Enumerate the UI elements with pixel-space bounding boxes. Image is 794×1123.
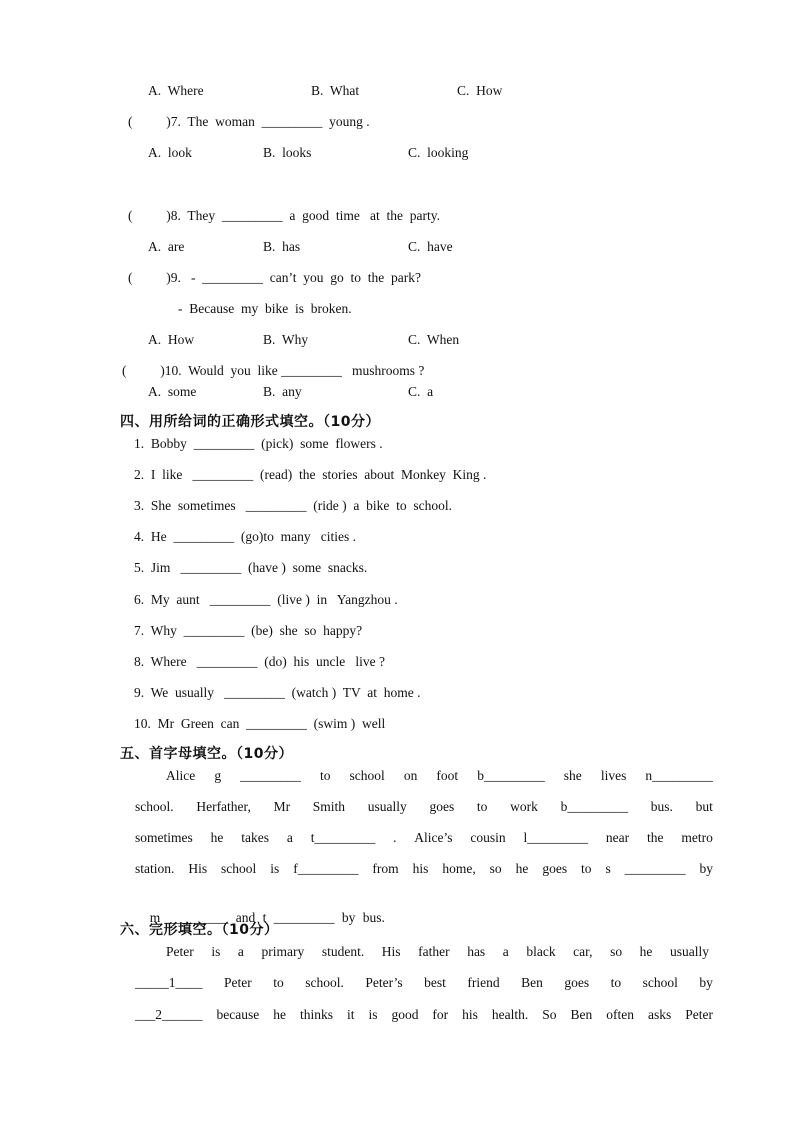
- section4-item: 4. He _________ (go)to many cities .: [134, 529, 356, 544]
- section4-item: 9. We usually _________ (watch ) TV at home .: [134, 685, 421, 700]
- q8-option-b: B. has: [263, 239, 301, 254]
- q9-answer-line: - Because my bike is broken.: [178, 301, 352, 316]
- q8-option-c: C. have: [408, 239, 453, 254]
- q7-option-a: A. look: [148, 145, 192, 160]
- section5-line: school. Herfather, Mr Smith usually goes to work b_________ bus. but: [135, 799, 713, 814]
- section4-item: 7. Why _________ (be) she so happy?: [134, 623, 363, 638]
- q8-stem: ( )8. They _________ a good time at the party.: [128, 208, 440, 223]
- q9-option-a: A. How: [148, 332, 195, 347]
- section4-item: 1. Bobby _________ (pick) some flowers .: [134, 436, 383, 451]
- section4-item: 8. Where _________ (do) his uncle live ?: [134, 654, 385, 669]
- q7-option-c: C. looking: [408, 145, 469, 160]
- q6-option-a: A. Where: [148, 83, 204, 98]
- section4-item: 5. Jim _________ (have ) some snacks.: [134, 560, 368, 575]
- q10-option-a: A. some: [148, 384, 197, 399]
- section4-title: 四、用所给词的正确形式填空。（10分）: [120, 414, 380, 430]
- section6-title: 六、完形填空。（10分）: [120, 922, 279, 938]
- section4-item: 3. She sometimes _________ (ride ) a bike to school.: [134, 498, 452, 513]
- q10-option-c: C. a: [408, 384, 434, 399]
- section4-item: 10. Mr Green can _________ (swim ) well: [134, 716, 386, 731]
- section5-line: station. His school is f_________ from his home, so he goes to s _________ by: [135, 861, 713, 876]
- section6-line: _____1____ Peter to school. Peter’s best friend Ben goes to school by: [135, 975, 713, 990]
- section4-item: 6. My aunt _________ (live ) in Yangzhou .: [134, 592, 398, 607]
- q8-option-a: A. are: [148, 239, 185, 254]
- q6-option-c: C. How: [457, 83, 503, 98]
- q9-option-c: C. When: [408, 332, 460, 347]
- q9-option-b: B. Why: [263, 332, 309, 347]
- section5-line: sometimes he takes a t_________ . Alice’s cousin l_________ near the metro: [135, 830, 713, 845]
- section5-title: 五、首字母填空。（10分）: [120, 746, 293, 762]
- section4-item: 2. I like _________ (read) the stories about Monkey King .: [134, 467, 487, 482]
- q10-option-b: B. any: [263, 384, 302, 399]
- q10-stem: ( )10. Would you like _________ mushrooms ?: [122, 363, 425, 378]
- section5-line: Alice g _________ to school on foot b_________ she lives n_________: [166, 768, 713, 783]
- section6-line: Peter is a primary student. His father has a black car, so he usually: [166, 944, 709, 959]
- section5-line: m _________ and t _________ by bus.: [149, 910, 385, 925]
- q7-stem: ( )7. The woman _________ young .: [128, 114, 370, 129]
- q9-stem: ( )9. - _________ can’t you go to the park?: [128, 270, 421, 285]
- section6-line: ___2______ because he thinks it is good for his health. So Ben often asks Peter: [135, 1007, 713, 1022]
- q6-option-b: B. What: [311, 83, 360, 98]
- q7-option-b: B. looks: [263, 145, 312, 160]
